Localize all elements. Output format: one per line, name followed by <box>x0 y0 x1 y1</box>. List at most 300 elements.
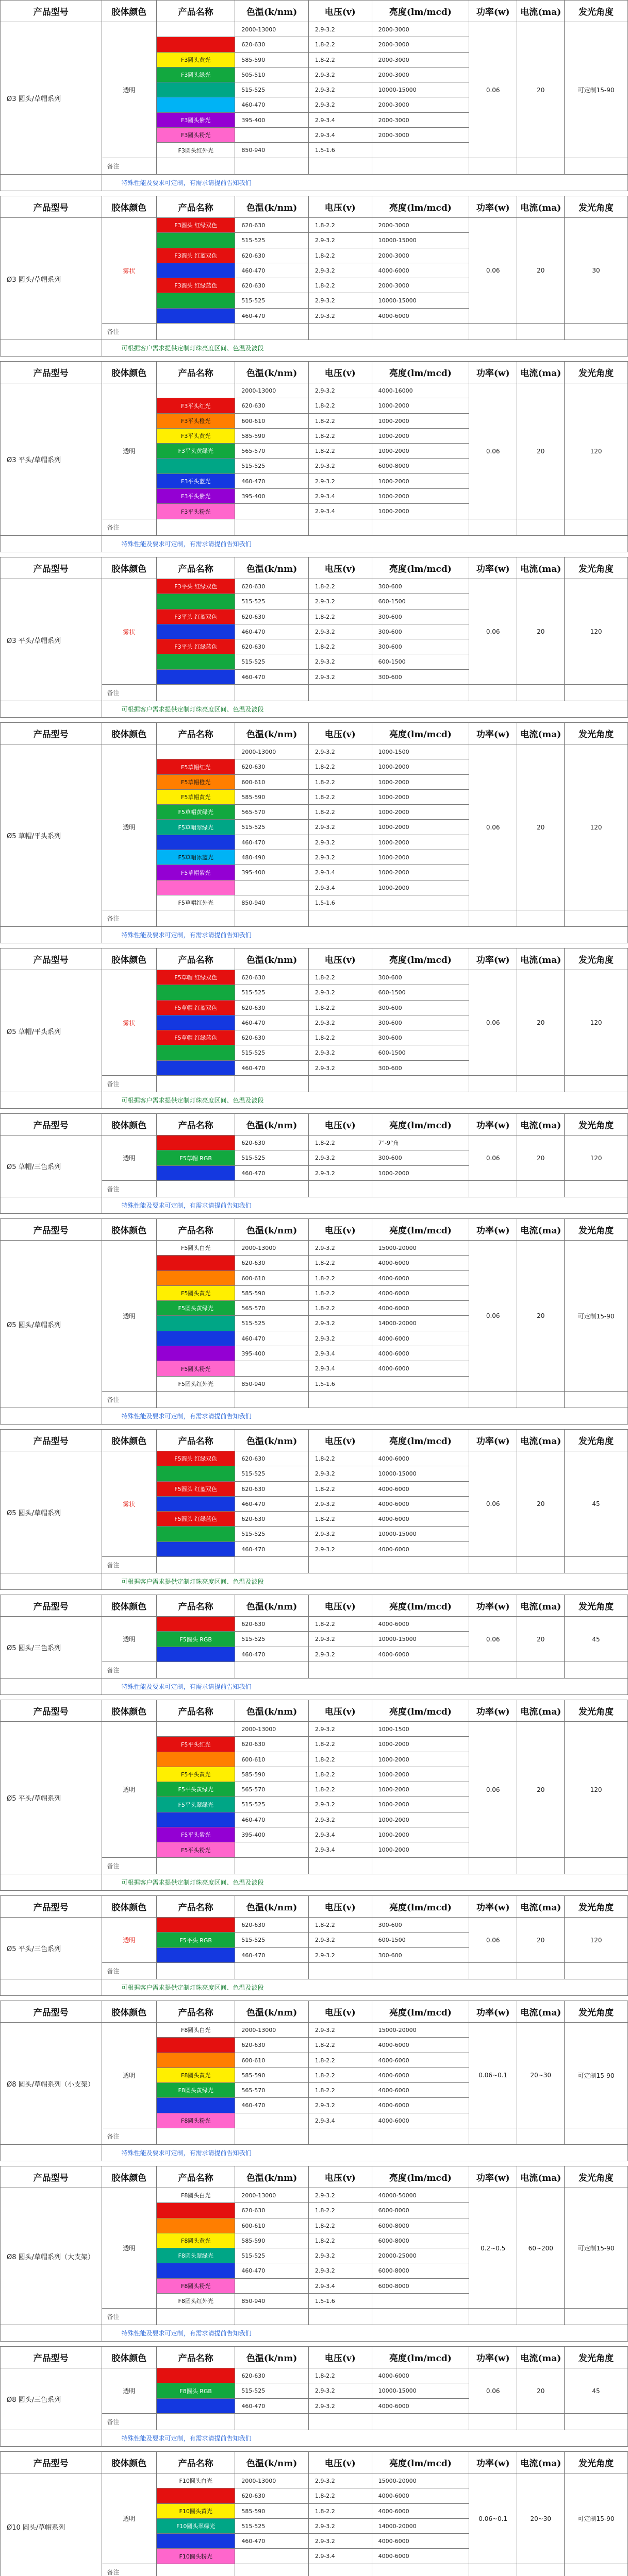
product-name-cell: F10圆头粉光 <box>157 2549 235 2564</box>
wavelength-cell: 460-470 <box>235 1812 309 1827</box>
remark-cell <box>157 1963 235 1979</box>
brightness-cell: 4000-6000 <box>372 1617 469 1632</box>
product-name-cell: F3圆头 红蓝双色 <box>157 248 235 263</box>
column-header: 色温(k/nm) <box>235 1114 309 1136</box>
brightness-cell: 1000-2000 <box>372 1797 469 1812</box>
product-name-cell: F5圆头白光 <box>157 1241 235 1256</box>
brightness-cell: 6000-8000 <box>372 2233 469 2248</box>
table-row <box>1 579 628 594</box>
wavelength-cell: 460-470 <box>235 97 309 113</box>
column-header: 电压(v) <box>308 2166 372 2188</box>
brightness-cell: 4000-6000 <box>372 2549 469 2564</box>
wavelength-cell: 515-525 <box>235 654 309 670</box>
wavelength-cell: 460-470 <box>235 1647 309 1662</box>
product-name-cell: F3平头粉光 <box>157 504 235 519</box>
column-header: 产品型号 <box>1 2347 102 2368</box>
column-header: 产品型号 <box>1 1896 102 1918</box>
wavelength-cell: 565-570 <box>235 1301 309 1316</box>
column-header: 产品型号 <box>1 1219 102 1241</box>
brightness-cell: 300-600 <box>372 1150 469 1166</box>
wavelength-cell: 620-630 <box>235 1001 309 1015</box>
product-name-cell <box>157 2488 235 2504</box>
wavelength-cell: 460-470 <box>235 1166 309 1181</box>
product-name-cell <box>157 1466 235 1482</box>
column-header: 电流(ma) <box>517 1896 565 1918</box>
remark-cell <box>308 2564 372 2576</box>
note-cell: 可根据客户需求提供定制灯珠亮度区间、色温及波段 <box>102 1092 627 1109</box>
product-name-cell: F3平头紫光 <box>157 489 235 504</box>
column-header: 色温(k/nm) <box>235 1700 309 1722</box>
brightness-cell: 2000-3000 <box>372 22 469 37</box>
wavelength-cell: 515-525 <box>235 1632 309 1647</box>
voltage-cell: 1.8-2.2 <box>308 1451 372 1466</box>
spec-block <box>0 557 628 717</box>
column-header: 色温(k/nm) <box>235 1 309 22</box>
note-cell: 特殊性能及要求可定制，有需求请提前告知我们 <box>102 2430 627 2447</box>
voltage-cell: 2.9-3.2 <box>308 1722 372 1737</box>
brightness-cell: 1000-2000 <box>372 1812 469 1827</box>
table-row <box>1 1617 628 1632</box>
wavelength-cell: 600-610 <box>235 1271 309 1286</box>
brightness-cell: 1000-2000 <box>372 414 469 429</box>
brightness-cell <box>372 143 469 158</box>
power-cell: 0.06 <box>469 1241 517 1392</box>
voltage-cell: 2.9-3.2 <box>308 1241 372 1256</box>
header-row <box>1 557 628 579</box>
brightness-cell: 300-600 <box>372 1918 469 1933</box>
brightness-cell: 4000-6000 <box>372 2098 469 2113</box>
spec-block <box>0 1113 628 1213</box>
column-header: 功率(w) <box>469 362 517 383</box>
note-spacer <box>1 2145 102 2161</box>
remark-cell <box>235 1662 309 1679</box>
brightness-cell: 6000-8000 <box>372 459 469 474</box>
column-header: 电压(v) <box>308 1219 372 1241</box>
angle-cell: 120 <box>565 1918 628 1963</box>
column-header: 亮度(lm/mcd) <box>372 1595 469 1617</box>
remark-cell <box>235 685 309 701</box>
wavelength-cell: 395-400 <box>235 1827 309 1842</box>
brightness-cell: 4000-6000 <box>372 2038 469 2053</box>
product-name-cell: F3平头红光 <box>157 398 235 414</box>
wavelength-cell: 515-525 <box>235 1797 309 1812</box>
voltage-cell: 2.9-3.4 <box>308 865 372 880</box>
column-header: 电流(ma) <box>517 1595 565 1617</box>
column-header: 亮度(lm/mcd) <box>372 2001 469 2023</box>
column-header: 电压(v) <box>308 196 372 218</box>
voltage-cell: 1.8-2.2 <box>308 639 372 654</box>
column-header: 产品型号 <box>1 1430 102 1451</box>
voltage-cell: 2.9-3.2 <box>308 459 372 474</box>
remark-cell <box>517 685 565 701</box>
column-header: 发光角度 <box>565 557 628 579</box>
wavelength-cell: 395-400 <box>235 865 309 880</box>
wavelength-cell: 620-630 <box>235 1451 309 1466</box>
brightness-cell: 2000-3000 <box>372 67 469 82</box>
column-header: 发光角度 <box>565 1700 628 1722</box>
angle-cell: 45 <box>565 2368 628 2414</box>
current-cell: 20 <box>517 2368 565 2414</box>
brightness-cell: 4000-6000 <box>372 309 469 324</box>
column-header: 功率(w) <box>469 1 517 22</box>
remark-cell <box>157 685 235 701</box>
remark-cell <box>235 910 309 927</box>
voltage-cell: 1.8-2.2 <box>308 278 372 293</box>
voltage-cell: 2.9-3.2 <box>308 654 372 670</box>
power-cell: 0.06 <box>469 970 517 1076</box>
product-name-cell <box>157 1948 235 1963</box>
column-header: 发光角度 <box>565 1595 628 1617</box>
brightness-cell: 2000-3000 <box>372 278 469 293</box>
wavelength-cell: 515-525 <box>235 594 309 609</box>
column-header: 功率(w) <box>469 1114 517 1136</box>
voltage-cell: 2.9-3.2 <box>308 2023 372 2038</box>
brightness-cell: 4000-6000 <box>372 1331 469 1346</box>
note-spacer <box>1 1679 102 1695</box>
column-header: 功率(w) <box>469 1896 517 1918</box>
voltage-cell: 1.8-2.2 <box>308 1301 372 1316</box>
wavelength-cell <box>235 504 309 519</box>
voltage-cell: 1.8-2.2 <box>308 1482 372 1497</box>
note-row <box>1 1092 628 1109</box>
body-color-cell: 透明 <box>102 1136 156 1181</box>
product-name-cell: F8圆头白光 <box>157 2188 235 2203</box>
product-name-cell <box>157 1045 235 1061</box>
brightness-cell: 1000-2000 <box>372 805 469 820</box>
product-name-cell <box>157 1527 235 1542</box>
remark-label: 备注 <box>102 1181 156 1197</box>
voltage-cell: 1.5-1.6 <box>308 1377 372 1392</box>
column-header: 发光角度 <box>565 362 628 383</box>
product-name-cell: F5草帽黄光 <box>157 790 235 805</box>
column-header: 发光角度 <box>565 2166 628 2188</box>
remark-cell <box>308 1858 372 1874</box>
remark-cell <box>157 910 235 927</box>
brightness-cell <box>372 895 469 910</box>
column-header: 产品名称 <box>157 196 235 218</box>
product-name-cell: F5平头 RGB <box>157 1933 235 1948</box>
voltage-cell: 2.9-3.2 <box>308 1466 372 1482</box>
wavelength-cell <box>235 2279 309 2294</box>
product-name-cell <box>157 1542 235 1557</box>
spec-table <box>0 0 628 191</box>
header-row <box>1 1896 628 1918</box>
current-cell: 20 <box>517 1617 565 1662</box>
wavelength-cell: 460-470 <box>235 624 309 639</box>
column-header: 功率(w) <box>469 2001 517 2023</box>
column-header: 电流(ma) <box>517 1700 565 1722</box>
voltage-cell: 2.9-3.2 <box>308 1948 372 1963</box>
spec-table <box>0 1218 628 1425</box>
product-name-cell <box>157 1647 235 1662</box>
column-header: 胶体颜色 <box>102 1219 156 1241</box>
brightness-cell: 1000-2000 <box>372 790 469 805</box>
product-name-cell: F5平头粉光 <box>157 1842 235 1858</box>
current-cell: 20~30 <box>517 2473 565 2564</box>
column-header: 电流(ma) <box>517 1219 565 1241</box>
voltage-cell: 2.9-3.2 <box>308 67 372 82</box>
column-header: 色温(k/nm) <box>235 362 309 383</box>
voltage-cell: 1.8-2.2 <box>308 2488 372 2504</box>
brightness-cell: 1000-2000 <box>372 880 469 895</box>
note-cell: 可根据客户需求提供定制灯珠亮度区间、色温及波段 <box>102 1573 627 1590</box>
table-row <box>1 744 628 759</box>
voltage-cell: 1.8-2.2 <box>308 218 372 233</box>
product-name-cell: F3平头 红蓝双色 <box>157 609 235 624</box>
note-row <box>1 1679 628 1695</box>
column-header: 胶体颜色 <box>102 723 156 744</box>
product-name-cell: F8圆头黄光 <box>157 2068 235 2083</box>
spec-block <box>0 1429 628 1589</box>
wavelength-cell: 585-590 <box>235 2504 309 2519</box>
wavelength-cell: 620-630 <box>235 1737 309 1752</box>
wavelength-cell: 505-510 <box>235 67 309 82</box>
product-name-cell: F5平头黄光 <box>157 1767 235 1782</box>
product-name-cell: F5平头翠绿光 <box>157 1797 235 1812</box>
remark-cell <box>157 1392 235 1408</box>
product-name-cell <box>157 2368 235 2383</box>
remark-cell <box>372 1557 469 1573</box>
product-name-cell: F5草帽翠绿光 <box>157 820 235 835</box>
brightness-cell: 1000-2000 <box>372 865 469 880</box>
column-header: 胶体颜色 <box>102 2001 156 2023</box>
column-header: 电压(v) <box>308 1 372 22</box>
product-name-cell: F3平头橙光 <box>157 414 235 429</box>
brightness-cell: 10000-15000 <box>372 1527 469 1542</box>
header-row <box>1 1 628 22</box>
wavelength-cell: 620-630 <box>235 1482 309 1497</box>
header-row <box>1 2001 628 2023</box>
product-name-cell: F3圆头 红绿双色 <box>157 218 235 233</box>
column-header: 产品型号 <box>1 2166 102 2188</box>
column-header: 产品名称 <box>157 1700 235 1722</box>
wavelength-cell: 620-630 <box>235 2038 309 2053</box>
product-name-cell: F5草帽 红绿双色 <box>157 970 235 985</box>
remark-cell <box>157 2309 235 2325</box>
column-header: 功率(w) <box>469 1430 517 1451</box>
product-name-cell: F8圆头粉光 <box>157 2279 235 2294</box>
column-header: 产品型号 <box>1 948 102 970</box>
wavelength-cell: 585-590 <box>235 53 309 67</box>
remark-cell <box>308 1557 372 1573</box>
voltage-cell: 1.8-2.2 <box>308 790 372 805</box>
angle-cell: 可定制15-90 <box>565 2023 628 2128</box>
wavelength-cell: 515-525 <box>235 1466 309 1482</box>
wavelength-cell: 620-630 <box>235 1512 309 1527</box>
column-header: 功率(w) <box>469 1219 517 1241</box>
power-cell: 0.06 <box>469 1722 517 1858</box>
model-cell: Ø5 草帽/三色系列 <box>1 1136 102 1197</box>
column-header: 产品名称 <box>157 362 235 383</box>
wavelength-cell: 850-940 <box>235 2294 309 2309</box>
wavelength-cell: 2000-13000 <box>235 1722 309 1737</box>
remark-cell <box>565 2309 628 2325</box>
wavelength-cell: 460-470 <box>235 1331 309 1346</box>
note-row <box>1 340 628 357</box>
brightness-cell: 1000-2000 <box>372 444 469 459</box>
product-name-cell <box>157 1316 235 1331</box>
note-cell: 可根据客户需求提供定制灯珠亮度区间、色温及波段 <box>102 701 627 718</box>
voltage-cell: 2.9-3.2 <box>308 1045 372 1061</box>
brightness-cell: 1000-2000 <box>372 775 469 790</box>
product-name-cell: F5平头紫光 <box>157 1827 235 1842</box>
column-header: 色温(k/nm) <box>235 1219 309 1241</box>
voltage-cell: 1.8-2.2 <box>308 2218 372 2233</box>
voltage-cell: 1.8-2.2 <box>308 2368 372 2383</box>
voltage-cell: 2.9-3.2 <box>308 2383 372 2399</box>
spec-table <box>0 196 628 357</box>
remark-cell <box>372 1181 469 1197</box>
voltage-cell: 1.8-2.2 <box>308 609 372 624</box>
brightness-cell: 4000-6000 <box>372 263 469 278</box>
column-header: 产品名称 <box>157 557 235 579</box>
remark-cell <box>235 2564 309 2576</box>
note-cell: 特殊性能及要求可定制，有需求请提前告知我们 <box>102 927 627 943</box>
column-header: 发光角度 <box>565 1896 628 1918</box>
column-header: 电流(ma) <box>517 557 565 579</box>
note-spacer <box>1 1874 102 1891</box>
note-row <box>1 927 628 943</box>
brightness-cell: 1000-2000 <box>372 504 469 519</box>
wavelength-cell: 620-630 <box>235 759 309 775</box>
voltage-cell: 1.8-2.2 <box>308 1512 372 1527</box>
product-name-cell <box>157 1722 235 1737</box>
body-color-cell: 透明 <box>102 22 156 158</box>
product-name-cell: F8圆头红外光 <box>157 2294 235 2309</box>
spec-table <box>0 948 628 1109</box>
brightness-cell: 1000-2000 <box>372 1767 469 1782</box>
brightness-cell: 300-600 <box>372 609 469 624</box>
spec-table <box>0 2001 628 2161</box>
remark-label: 备注 <box>102 2564 156 2576</box>
remark-cell <box>372 2564 469 2576</box>
brightness-cell: 4000-6000 <box>372 2083 469 2098</box>
column-header: 胶体颜色 <box>102 1595 156 1617</box>
wavelength-cell: 620-630 <box>235 248 309 263</box>
remark-cell <box>308 2309 372 2325</box>
spec-block <box>0 2166 628 2341</box>
remark-cell <box>157 1662 235 1679</box>
wavelength-cell: 565-570 <box>235 444 309 459</box>
remark-cell <box>565 2564 628 2576</box>
brightness-cell: 300-600 <box>372 639 469 654</box>
brightness-cell: 1000-2000 <box>372 850 469 865</box>
power-cell: 0.2~0.5 <box>469 2188 517 2309</box>
remark-cell <box>372 519 469 536</box>
note-spacer <box>1 2325 102 2342</box>
power-cell: 0.06 <box>469 1918 517 1963</box>
column-header: 亮度(lm/mcd) <box>372 948 469 970</box>
brightness-cell: 300-600 <box>372 1061 469 1076</box>
voltage-cell: 2.9-3.4 <box>308 113 372 128</box>
remark-cell <box>469 685 517 701</box>
wavelength-cell: 460-470 <box>235 2534 309 2549</box>
remark-cell <box>308 324 372 340</box>
product-name-cell: F5圆头 红绿双色 <box>157 1451 235 1466</box>
remark-cell <box>157 158 235 175</box>
spec-table <box>0 1700 628 1891</box>
remark-cell <box>469 1557 517 1573</box>
table-row <box>1 970 628 985</box>
brightness-cell <box>372 2294 469 2309</box>
brightness-cell: 4000-16000 <box>372 383 469 398</box>
brightness-cell: 600-1500 <box>372 985 469 1001</box>
remark-cell <box>469 324 517 340</box>
column-header: 亮度(lm/mcd) <box>372 1430 469 1451</box>
column-header: 功率(w) <box>469 1595 517 1617</box>
voltage-cell: 2.9-3.4 <box>308 128 372 143</box>
note-cell: 特殊性能及要求可定制，有需求请提前告知我们 <box>102 1197 627 1214</box>
voltage-cell: 2.9-3.2 <box>308 2473 372 2488</box>
wavelength-cell: 2000-13000 <box>235 2023 309 2038</box>
wavelength-cell: 460-470 <box>235 1497 309 1512</box>
voltage-cell: 2.9-3.2 <box>308 82 372 97</box>
column-header: 电流(ma) <box>517 2166 565 2188</box>
note-spacer <box>1 175 102 191</box>
model-cell: Ø8 圆头/草帽系列（大支架） <box>1 2188 102 2325</box>
voltage-cell: 1.8-2.2 <box>308 775 372 790</box>
product-name-cell: F5草帽红外光 <box>157 895 235 910</box>
product-name-cell <box>157 1015 235 1030</box>
remark-cell <box>157 519 235 536</box>
column-header: 亮度(lm/mcd) <box>372 1 469 22</box>
brightness-cell: 1000-2000 <box>372 1842 469 1858</box>
header-row <box>1 1595 628 1617</box>
header-row <box>1 1700 628 1722</box>
voltage-cell: 2.9-3.2 <box>308 97 372 113</box>
wavelength-cell: 600-610 <box>235 414 309 429</box>
voltage-cell: 2.9-3.4 <box>308 504 372 519</box>
voltage-cell: 1.8-2.2 <box>308 398 372 414</box>
column-header: 胶体颜色 <box>102 948 156 970</box>
product-name-cell: F8圆头黄光 <box>157 2233 235 2248</box>
body-color-cell: 透明 <box>102 744 156 910</box>
product-name-cell <box>157 985 235 1001</box>
brightness-cell: 4000-6000 <box>372 1542 469 1557</box>
voltage-cell: 2.9-3.2 <box>308 985 372 1001</box>
spec-block <box>0 1218 628 1424</box>
body-color-cell: 透明 <box>102 1617 156 1662</box>
body-color-cell: 透明 <box>102 1241 156 1392</box>
voltage-cell: 1.8-2.2 <box>308 37 372 53</box>
product-name-cell: F5草帽橙光 <box>157 775 235 790</box>
product-name-cell <box>157 2218 235 2233</box>
note-spacer <box>1 340 102 357</box>
spec-table <box>0 2166 628 2342</box>
column-header: 电压(v) <box>308 1896 372 1918</box>
table-row <box>1 218 628 233</box>
column-header: 电压(v) <box>308 1700 372 1722</box>
table-row <box>1 2188 628 2203</box>
brightness-cell: 10000-15000 <box>372 1466 469 1482</box>
brightness-cell: 14000-20000 <box>372 1316 469 1331</box>
model-cell: Ø3 圆头/草帽系列 <box>1 22 102 175</box>
remark-cell <box>565 1557 628 1573</box>
voltage-cell: 2.9-3.2 <box>308 2534 372 2549</box>
remark-label: 备注 <box>102 1557 156 1573</box>
note-spacer <box>1 2430 102 2447</box>
product-name-cell <box>157 2053 235 2068</box>
column-header: 亮度(lm/mcd) <box>372 557 469 579</box>
remark-cell <box>469 1076 517 1092</box>
wavelength-cell: 395-400 <box>235 113 309 128</box>
product-name-cell: F8圆头粉光 <box>157 2113 235 2128</box>
brightness-cell: 1000-2000 <box>372 474 469 489</box>
note-row <box>1 1197 628 1214</box>
brightness-cell: 10000-15000 <box>372 2383 469 2399</box>
column-header: 色温(k/nm) <box>235 723 309 744</box>
product-name-cell <box>157 37 235 53</box>
